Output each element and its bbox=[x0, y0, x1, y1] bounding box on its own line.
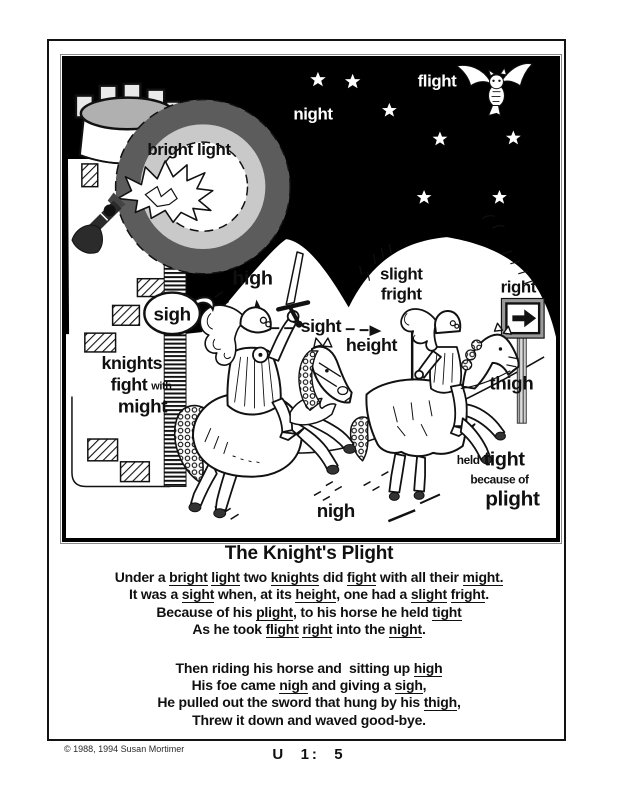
poem-title: The Knight's Plight bbox=[224, 543, 394, 564]
poem-stanza bbox=[50, 569, 568, 639]
label-nigh: nigh bbox=[316, 500, 355, 522]
illustration-panel bbox=[62, 56, 560, 542]
poem-stanzas bbox=[50, 569, 568, 729]
page-code: U 1: 5 bbox=[272, 746, 346, 763]
brick bbox=[113, 305, 140, 325]
label-height: height bbox=[345, 334, 398, 355]
label-fright: fright bbox=[380, 284, 422, 304]
brick bbox=[88, 439, 118, 461]
helmet bbox=[435, 311, 460, 333]
poem-line: He pulled out the sword that hung by his thigh, bbox=[157, 694, 461, 711]
poem-line: His foe came nigh and giving a sigh, bbox=[191, 677, 427, 694]
brick bbox=[121, 462, 150, 482]
poem-line: Because of his plight, to his horse he held tight bbox=[156, 603, 462, 620]
label-bright-light: bright light bbox=[147, 140, 231, 160]
brick bbox=[85, 333, 116, 352]
poem-line: It was a sight when, at its height, one had a slight fright. bbox=[129, 586, 489, 603]
brick bbox=[82, 164, 98, 187]
label-sight: sight bbox=[300, 316, 342, 337]
label-sigh: sigh bbox=[153, 303, 191, 325]
label-plight: plight bbox=[485, 487, 540, 511]
footer-copyright: © 1988, 1994 Susan Mortimer bbox=[64, 744, 185, 754]
poem-line: Threw it down and waved good-bye. bbox=[192, 711, 426, 728]
label-because-of: because of bbox=[470, 472, 529, 487]
poem-stanza bbox=[50, 660, 568, 730]
label-thigh: thigh bbox=[489, 372, 534, 394]
poem-line: Then riding his horse and sitting up high bbox=[175, 659, 443, 676]
label-night: night bbox=[293, 104, 333, 124]
poem-line: Under a bright light two knights did fight with all their might. bbox=[114, 569, 504, 585]
label-high: high bbox=[232, 267, 273, 290]
illustration-svg bbox=[66, 60, 556, 538]
label-with: with bbox=[151, 380, 172, 393]
label-flight: flight bbox=[417, 71, 457, 91]
poem-line: As he took flight right into the night. bbox=[192, 621, 426, 638]
knight-arm bbox=[268, 319, 296, 361]
label-slight: slight bbox=[379, 264, 423, 284]
label-held: held bbox=[456, 452, 480, 467]
label-might: might bbox=[117, 395, 168, 417]
label-fight: fight bbox=[110, 374, 148, 395]
poem-section bbox=[50, 543, 568, 729]
label-right: right bbox=[500, 277, 537, 297]
horse-tail bbox=[351, 417, 369, 461]
plume bbox=[401, 309, 437, 351]
label-tight: tight bbox=[483, 448, 525, 471]
label-knights: knights bbox=[101, 352, 163, 373]
